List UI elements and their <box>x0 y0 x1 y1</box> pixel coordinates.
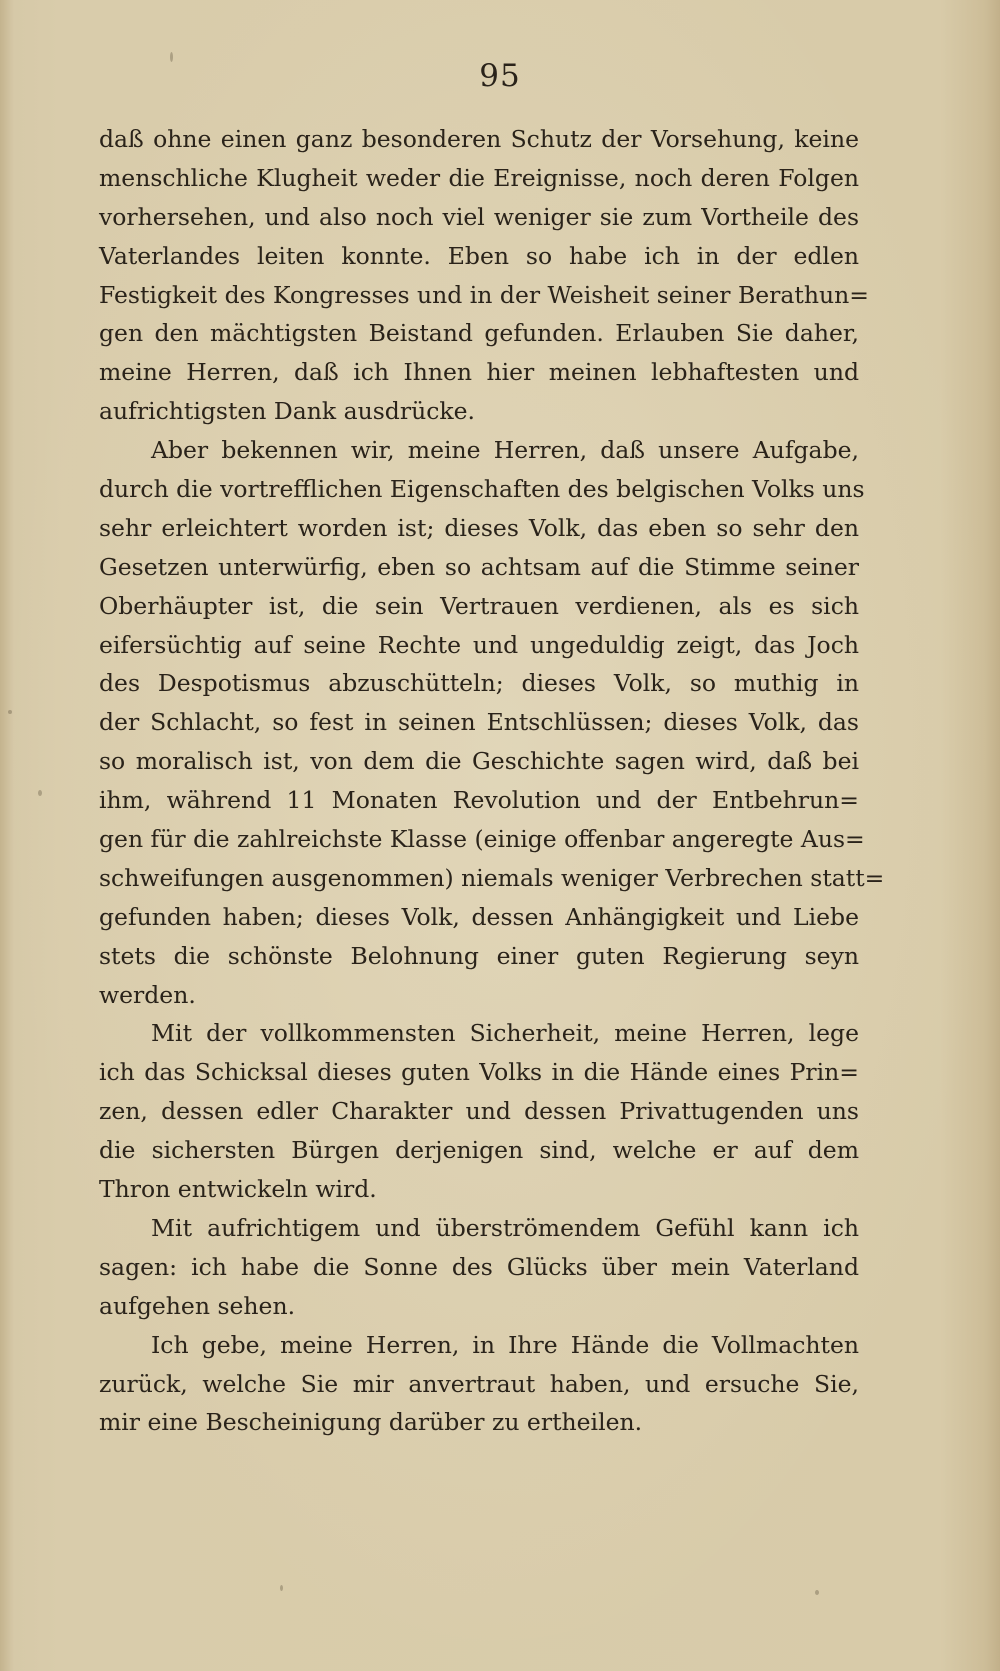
text-line: zurück, welche Sie mir anvertraut haben, und ersuche Sie, <box>99 1369 859 1398</box>
paper-speck <box>38 790 42 796</box>
text-line: aufgehen sehen. <box>99 1291 296 1320</box>
text-line: durch die vortrefflichen Eigenschaften des belgischen Volks uns <box>99 475 865 504</box>
paragraph-first-line: Mit der vollkommensten Sicherheit, meine Herren, lege <box>151 1019 859 1048</box>
text-line: meine Herren, daß ich Ihnen hier meinen lebhaftesten und <box>99 358 859 387</box>
text-line: so moralisch ist, von dem die Geschichte sagen wird, daß bei <box>99 747 859 776</box>
text-line: mir eine Bescheinigung darüber zu ertheilen. <box>99 1408 643 1437</box>
page-number: 95 <box>479 58 521 94</box>
paper-speck <box>280 1585 283 1591</box>
text-line: Vaterlandes leiten konnte. Eben so habe ich in der edlen <box>99 241 859 270</box>
paper-speck <box>170 52 173 62</box>
text-line: Oberhäupter ist, die sein Vertrauen verdienen, als es sich <box>99 591 859 620</box>
text-line: gen den mächtigsten Beistand gefunden. Erlauben Sie daher, <box>99 319 859 348</box>
text-line: gefunden haben; dieses Volk, dessen Anhängigkeit und Liebe <box>99 902 859 931</box>
text-line: ich das Schicksal dieses guten Volks in die Hände eines Prin= <box>99 1058 859 1087</box>
text-line: der Schlacht, so fest in seinen Entschlüssen; dieses Volk, das <box>99 708 859 737</box>
text-line: eifersüchtig auf seine Rechte und ungeduldig zeigt, das Joch <box>99 630 859 659</box>
text-line: gen für die zahlreichste Klasse (einige offenbar angeregte Aus= <box>99 825 865 854</box>
paragraph-first-line: Ich gebe, meine Herren, in Ihre Hände die Vollmachten <box>151 1330 859 1359</box>
text-line: Gesetzen unterwürfig, eben so achtsam auf die Stimme seiner <box>99 552 859 581</box>
text-line: sehr erleichtert worden ist; dieses Volk, das eben so sehr den <box>99 513 859 542</box>
text-line: Thron entwickeln wird. <box>99 1175 377 1204</box>
text-line: stets die schönste Belohnung einer guten Regierung seyn <box>99 941 859 970</box>
paper-speck <box>815 1590 819 1595</box>
text-line: werden. <box>99 980 196 1009</box>
text-line: des Despotismus abzuschütteln; dieses Volk, so muthig in <box>99 669 859 698</box>
text-line: schweifungen ausgenommen) niemals weniger Verbrechen statt= <box>99 863 885 892</box>
paragraph-first-line: Aber bekennen wir, meine Herren, daß unsere Aufgabe, <box>151 436 859 465</box>
text-line: daß ohne einen ganz besonderen Schutz der Vorsehung, keine <box>99 125 859 153</box>
text-line: ihm, während 11 Monaten Revolution und der Entbehrun= <box>99 786 859 815</box>
text-line: menschliche Klugheit weder die Ereignisse, noch deren Folgen <box>99 163 859 192</box>
text-line: aufrichtigsten Dank ausdrücke. <box>99 397 475 426</box>
paragraph-first-line: Mit aufrichtigem und überströmendem Gefühl kann ich <box>151 1213 859 1242</box>
text-line: die sichersten Bürgen derjenigen sind, welche er auf dem <box>99 1136 859 1165</box>
paper-speck <box>8 710 12 714</box>
text-line: sagen: ich habe die Sonne des Glücks über mein Vaterland <box>99 1252 859 1281</box>
body-text <box>99 120 885 1442</box>
text-line: Festigkeit des Kongresses und in der Weisheit seiner Berathun= <box>99 280 869 309</box>
text-line: zen, dessen edler Charakter und dessen Privattugenden uns <box>99 1097 859 1126</box>
text-line: vorhersehen, und also noch viel weniger sie zum Vortheile des <box>99 202 859 231</box>
